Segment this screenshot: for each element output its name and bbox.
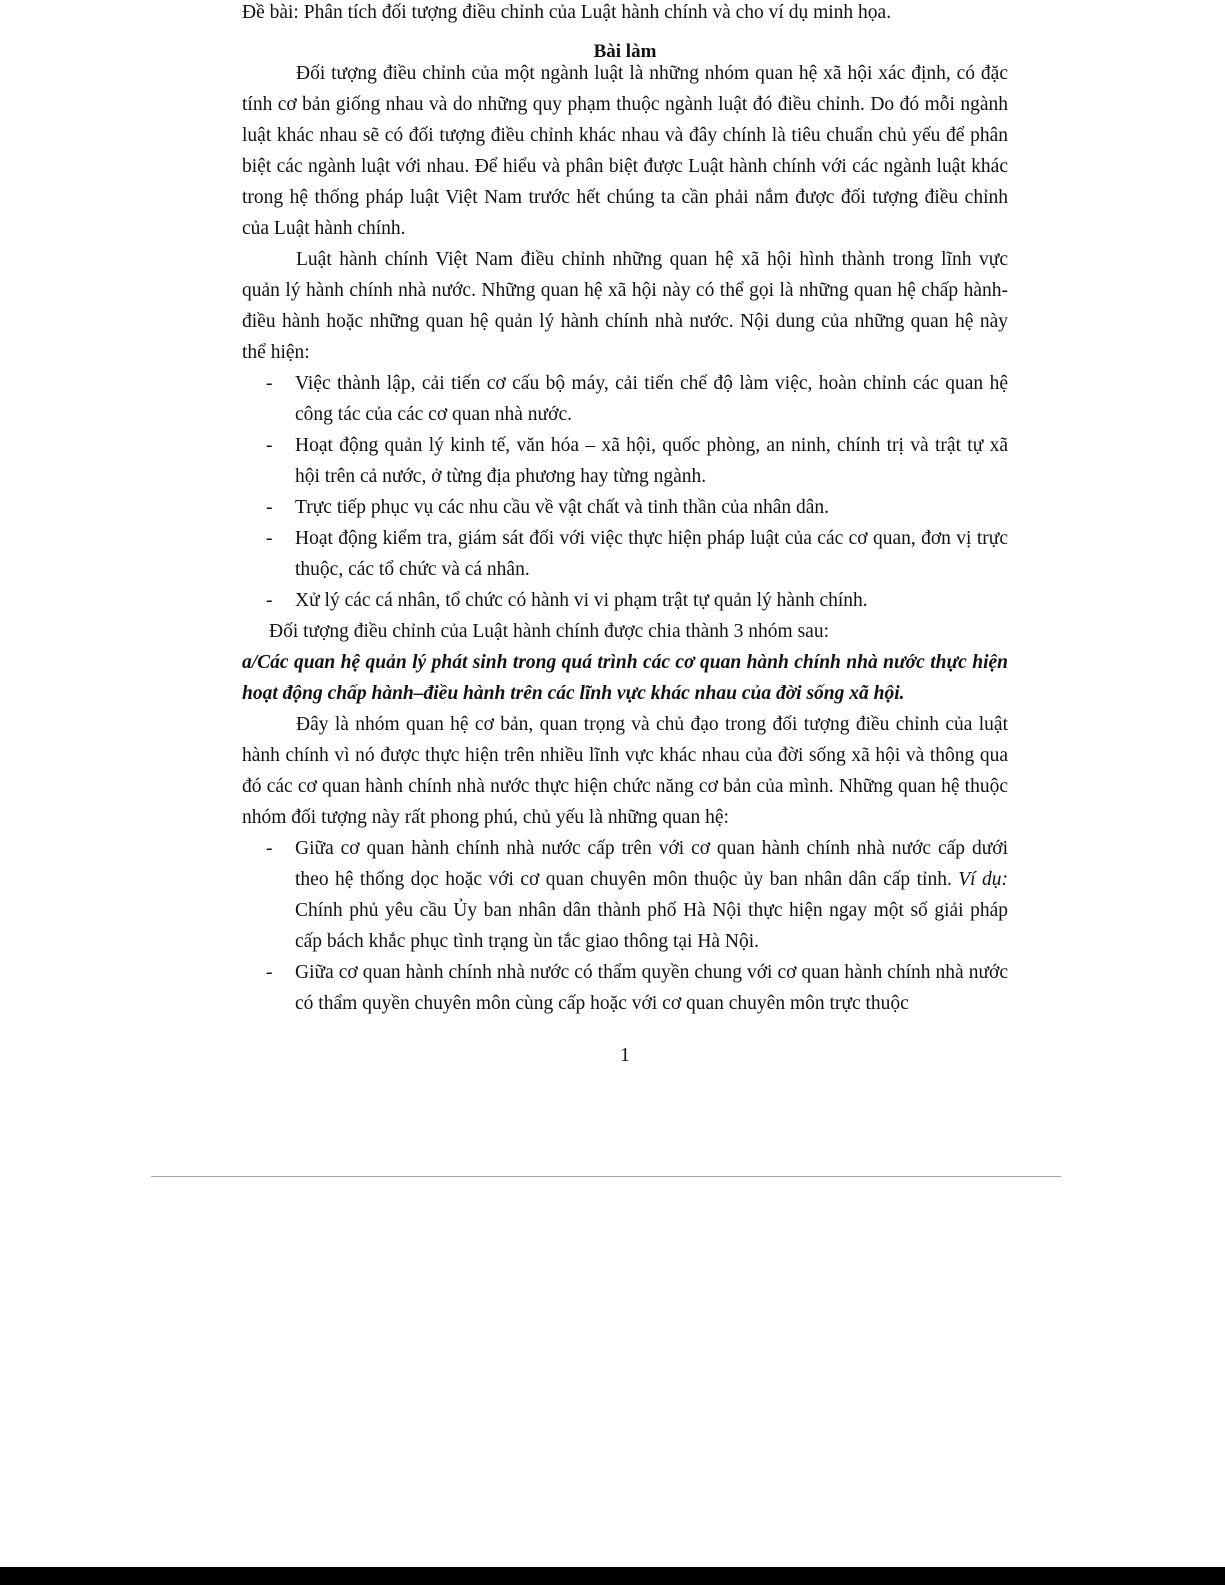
- bullet-dash: -: [266, 497, 273, 518]
- relation-text: Giữa cơ quan hành chính nhà nước có thẩm quyền chung với cơ quan hành chính nhà nước có thẩm quyền chuyên môn cùng cấp hoặc với cơ quan chuyên môn trực thuộc: [295, 962, 1008, 1014]
- paragraph-definition: Đối tượng điều chỉnh của một ngành luật là những nhóm quan hệ xã hội xác định, có đặc tính cơ bản giống nhau và do những quy phạm thuộc ngành luật đó điều chỉnh. Do đó mỗi ngành luật khác nhau sẽ có đối tượng điều chỉnh khác nhau và đây chính là tiêu chuẩn chủ yếu để phân biệt các ngành luật với nhau. Để hiểu và phân biệt được Luật hành chính với các ngành luật khác trong hệ thống pháp luật Việt Nam trước hết chúng ta cần phải nắm được đối tượng điều chỉnh của Luật hành chính.: [242, 63, 1008, 239]
- relations-list: [242, 833, 1008, 1019]
- document-title: Bài làm: [593, 41, 657, 62]
- page-number: 1: [620, 1045, 630, 1066]
- list-item: [242, 492, 1008, 523]
- document-body: [242, 58, 1008, 1019]
- bullet-dash: -: [266, 528, 273, 549]
- list-item: [242, 430, 1008, 492]
- bullet-dash: -: [266, 435, 273, 456]
- list-item: [242, 957, 1008, 1019]
- example-text: Chính phủ yêu cầu Ủy ban nhân dân thành phố Hà Nội thực hiện ngay một số giải pháp cấp bách khắc phục tình trạng ùn tắc giao thông tại Hà Nội.: [295, 900, 1008, 952]
- paragraph-groups-intro: Đối tượng điều chỉnh của Luật hành chính được chia thành 3 nhóm sau:: [269, 621, 830, 642]
- assignment-topic: Đề bài: Phân tích đối tượng điều chỉnh của Luật hành chính và cho ví dụ minh họa.: [242, 2, 892, 23]
- bullet-dash: -: [266, 373, 273, 394]
- page-separator: [151, 1176, 1061, 1177]
- bullet-dash: -: [266, 838, 273, 859]
- paragraph-group-a: Đây là nhóm quan hệ cơ bản, quan trọng và chủ đạo trong đối tượng điều chỉnh của luật hành chính vì nó được thực hiện trên nhiều lĩnh vực khác nhau của đời sống xã hội và thông qua đó các cơ quan hành chính nhà nước thực hiện chức năng cơ bản của mình. Những quan hệ thuộc nhóm đối tượng này rất phong phú, chủ yếu là những quan hệ:: [242, 714, 1008, 828]
- relation-text: Giữa cơ quan hành chính nhà nước cấp trên với cơ quan hành chính nhà nước cấp dưới theo hệ thống dọc hoặc với cơ quan chuyên môn thuộc ủy ban nhân dân cấp tỉnh.: [295, 838, 1008, 890]
- list-item: [242, 523, 1008, 585]
- section-heading-a: a/Các quan hệ quản lý phát sinh trong quá trình các cơ quan hành chính nhà nước thực hiện hoạt động chấp hành–điều hành trên các lĩnh vực khác nhau của đời sống xã hội.: [242, 652, 1008, 704]
- list-item: [242, 833, 1008, 957]
- example-label: Ví dụ:: [958, 869, 1008, 890]
- content-list: [242, 368, 1008, 616]
- bullet-dash: -: [266, 962, 273, 983]
- list-item-text: Hoạt động quản lý kinh tế, văn hóa – xã hội, quốc phòng, an ninh, chính trị và trật tự xã hội trên cả nước, ở từng địa phương hay từng ngành.: [295, 435, 1008, 487]
- paragraph-scope: Luật hành chính Việt Nam điều chỉnh những quan hệ xã hội hình thành trong lĩnh vực quản lý hành chính nhà nước. Những quan hệ xã hội này có thể gọi là những quan hệ chấp hành-điều hành hoặc những quan hệ quản lý hành chính nhà nước. Nội dung của những quan hệ này thể hiện:: [242, 249, 1008, 363]
- list-item: [242, 585, 1008, 616]
- list-item-text: Trực tiếp phục vụ các nhu cầu về vật chất và tinh thần của nhân dân.: [295, 497, 830, 518]
- list-item-text: Việc thành lập, cải tiến cơ cấu bộ máy, cải tiến chế độ làm việc, hoàn chỉnh các quan hệ công tác của các cơ quan nhà nước.: [295, 373, 1008, 425]
- list-item-text: Xử lý các cá nhân, tổ chức có hành vi vi phạm trật tự quản lý hành chính.: [295, 590, 868, 611]
- list-item-text: Hoạt động kiểm tra, giám sát đối với việc thực hiện pháp luật của các cơ quan, đơn vị trực thuộc, các tổ chức và cá nhân.: [295, 528, 1008, 580]
- bullet-dash: -: [266, 590, 273, 611]
- list-item: [242, 368, 1008, 430]
- bottom-edge-bar: [0, 1567, 1225, 1585]
